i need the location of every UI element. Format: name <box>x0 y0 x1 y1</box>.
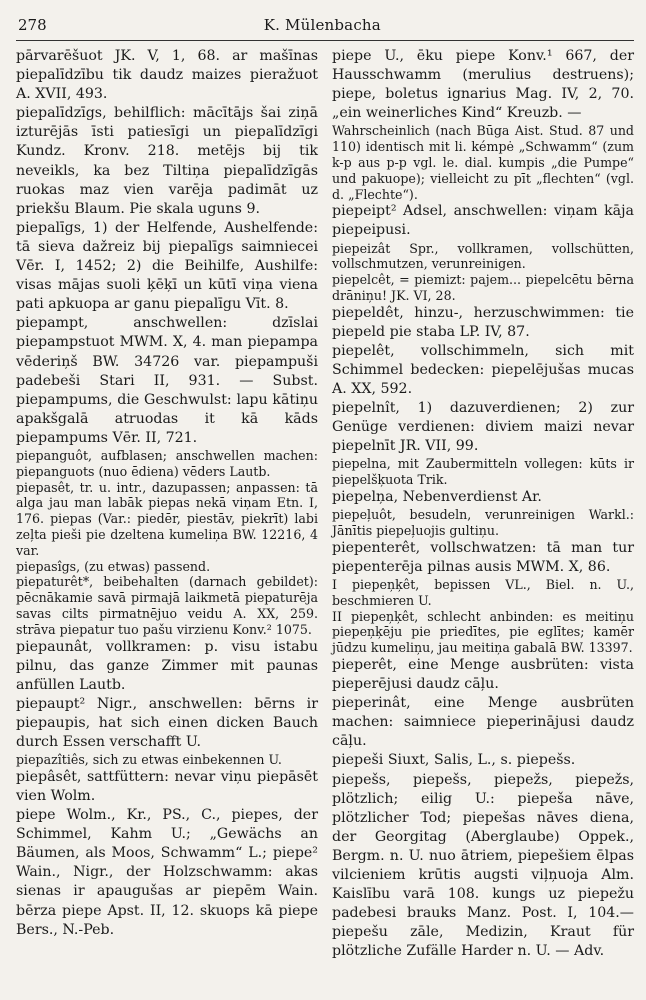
dictionary-entry: piepanguôt, aufblasen; anschwellen machen: piepanguots (nuo ēdiena) vēders Lautb. <box>16 447 318 479</box>
header-rule <box>16 40 634 41</box>
text-columns <box>16 47 634 961</box>
dictionary-entry: piepaunât, vollkramen: p. visu istabu pilnu, das ganze Zimmer mit paunas anfüllen Lautb. <box>16 638 318 693</box>
dictionary-entry: piepasêt, tr. u. intr., dazupassen; anpassen: tā alga jau man labāk piepas nekā viņam Etn. I, 176. piepas (Var.: piedēr, piestāv, piekrīt) labi zeļta pieši pie dzeltena kumeliņa BW. 12216, 4 var. <box>16 479 318 558</box>
dictionary-entry: piepešs, piepešs, piepežs, piepežs, plötzlich; eilig U.: piepeša nāve, plötzlicher Tod; piepešas nāves diena, der Georgitag (Aberglaube) Oppek., Bergm. n. U. nuo ātriem, piepešiem ēlpas vilcieniem krūtis augsti viļņuoja Alm. Kaislību varā 108. kungs uz piepežu padebesi brauks Manz. Post. I, 104.— piepešu zāle, Medizin, Kraut für plötzliche Zufälle Harder n. U. — Adv. <box>332 771 634 960</box>
dictionary-entry: piepaupt² Nigr., anschwellen: bērns ir piepaupis, hat sich einen dicken Bauch durch Essen verschafft U. <box>16 695 318 750</box>
dictionary-entry: piepenterêt, vollschwatzen: tā man tur piepenterēja pilnas ausis MWM. X, 86. <box>332 539 634 575</box>
dictionary-entry: Wahrscheinlich (nach Būga Aist. Stud. 87 und 110) identisch mit li. kémpė „Schwamm“ (zum k-p aus p-p vgl. le. dial. kumpis „die Pumpe“ und pakuope); vielleicht zu pīt „flechten“ (vgl. d. „Flechte“). <box>332 123 634 202</box>
dictionary-entry: piepalīgs, 1) der Helfende, Aushelfende: tā sieva dažreiz bij piepalīgs saimniecei Vēr. I, 1452; 2) die Beihilfe, Aushilfe: visas mājas suoli ķēķī un kūtī viņa viena pati apkuopa ar ganu piepalīgu Vīt. 8. <box>16 219 318 313</box>
right-column <box>332 47 634 961</box>
dictionary-entry: piepaturêt*, beibehalten (darnach gebildet): pēcnākamie savā pirmajā laikmetā piepaturēja savas cilts pirmatnējuo veidu A. XX, 259. strāva piepatur tuo pašu virzienu Konv.² 1075. <box>16 574 318 637</box>
page-header <box>16 16 634 34</box>
dictionary-entry: pieperêt, eine Menge ausbrüten: vista pieperējusi daudz cāļu. <box>332 656 634 693</box>
dictionary-entry: piepeļuôt, besudeln, verunreinigen Warkl.: Jānītis piepeļuojis gultiņu. <box>332 507 634 538</box>
dictionary-entry: piepeldêt, hinzu-, herzuschwimmen: tie piepeld pie staba LP. IV, 87. <box>332 304 634 340</box>
dictionary-entry: II piepeņķêt, schlecht anbinden: es meitiņu piepeņķēju pie priedītes, pie eglītes; kamēr jūdzu kumeliņu, jau meitiņa gabalā BW. 13397. <box>332 608 634 656</box>
dictionary-entry: pārvarēšuot JK. V, 1, 68. ar mašīnas piepalīdzību tik daudz maizes pieražuot A. XVII, 493. <box>16 48 318 103</box>
dictionary-entry: piepelêt, vollschimmeln, sich mit Schimmel bedecken: piepelējušas mucas A. XX, 592. <box>332 342 634 398</box>
dictionary-entry: piepelņa, Nebenverdienst Ar. <box>332 489 542 506</box>
dictionary-entry: piepelna, mit Zaubermitteln vollegen: kūts ir piepelšķuota Trik. <box>332 456 634 488</box>
dictionary-entry: pieperinât, eine Menge ausbrüten machen: saimniece pieperinājusi daudz cāļu. <box>332 695 634 750</box>
dictionary-entry: piepelnît, 1) dazuverdienen; 2) zur Genüge verdienen: diviem maizi nevar piepelnīt JR. VII, 99. <box>332 400 634 455</box>
running-head-author: K. Mülenbacha <box>263 16 381 34</box>
dictionary-entry: piepalīdzīgs, behilflich: mācītājs šai ziņā izturējās īsti patiesīgi un piepalīdzīgi Kundz. Kronv. 218. metējs bij tik neveikls, ka bez Tiltiņa piepalīdzīgās ruokas maz vien varēja padimāt uz priekšu Blaum. Pie skala uguns 9. <box>16 105 318 217</box>
dictionary-entry: piepelcêt, = piemizt: pajem... piepelcētu bērna drāniņu! JK. VI, 28. <box>332 272 634 303</box>
dictionary-entry: piepe Wolm., Kr., PS., C., piepes, der Schimmel, Kahm U.; „Gewächs an Bäumen, als Moos, Schwamm“ L.; piepe² Wain., Nigr., der Holzschwamm: akas sienas ir apaugušas ar piepēm Wain. bērza piepe Apst. II, 12. skuops kā piepe Bers., N.-Peb. <box>16 807 318 938</box>
dictionary-entry: piepâsêt, sattfüttern: nevar viņu piepāsēt vien Wolm. <box>16 768 318 804</box>
left-column <box>16 47 318 961</box>
page-number: 278 <box>18 16 47 34</box>
dictionary-entry: piepe U., ēku piepe Konv.¹ 667, der Hausschwamm (merulius destruens); piepe, boletus ignarius Mag. IV, 2, 70. „ein weinerliches Kind“ Kreuzb. — <box>332 48 634 122</box>
dictionary-entry: piepeši Siuxt, Salis, L., s. piepešs. <box>332 752 576 769</box>
dictionary-entry: piepeizât Spr., vollkramen, vollschütten, vollschmutzen, verunreinigen. <box>332 240 634 272</box>
dictionary-entry: piepasîgs, (zu etwas) passend. <box>16 558 211 574</box>
dictionary-entry: piepeipt² Adsel, anschwellen: viņam kāja piepeipusi. <box>332 203 634 239</box>
dictionary-entry: I piepeņķêt, bepissen VL., Biel. n. U., beschmieren U. <box>332 576 634 608</box>
dictionary-entry: piepampt, anschwellen: dzīslai piepampstuot MWM. X, 4. man piepampa vēderiņš BW. 34726 var. piepampuši padebeši Stari II, 931. — Subst. piepampums, die Geschwulst: lapu kātiņu apakšgalā atruodas it kā kāds piepampums Vēr. II, 721. <box>16 315 318 446</box>
dictionary-entry: piepazîtiês, sich zu etwas einbekennen U. <box>16 752 282 768</box>
